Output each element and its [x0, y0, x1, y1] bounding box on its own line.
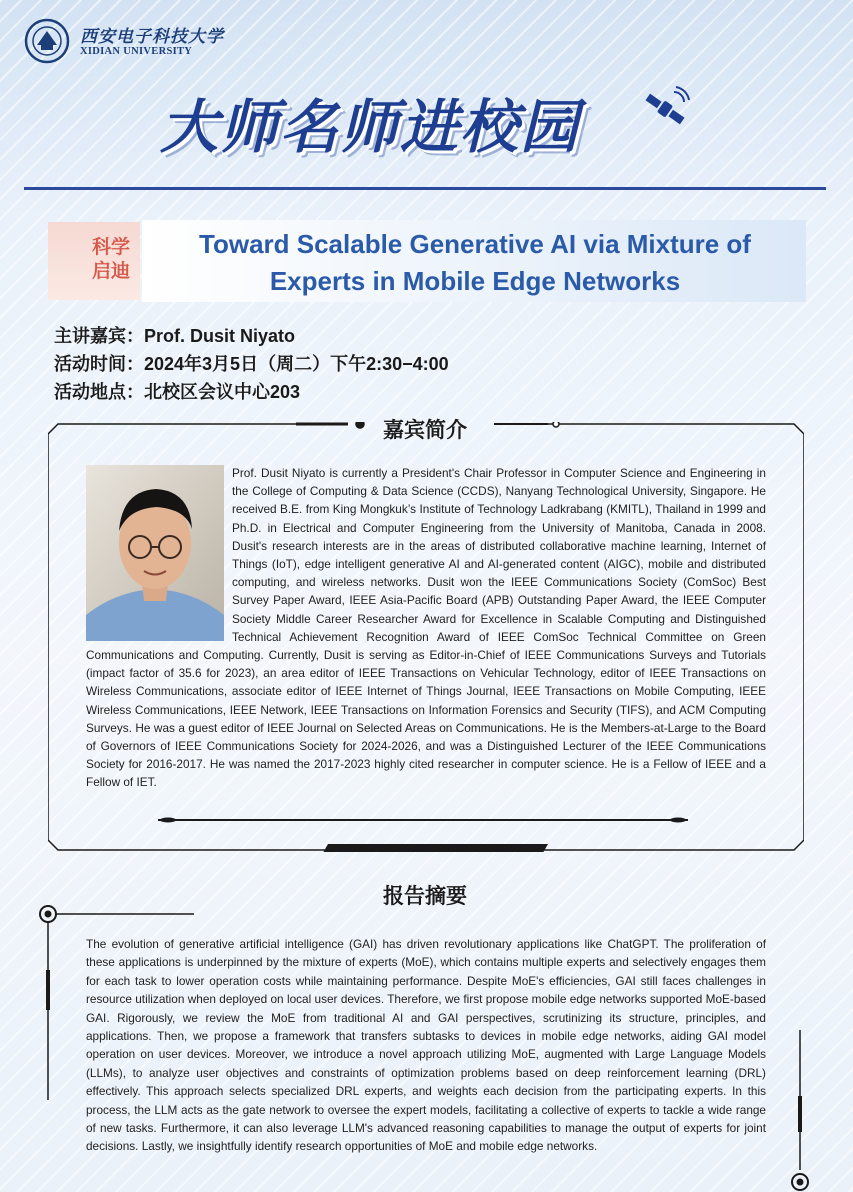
university-name-cn: 西安电子科技大学 — [80, 27, 224, 47]
abstract-paragraph: The evolution of generative artificial intelligence (GAI) has driven revolutionary applications like ChatGPT. The proliferation of these applications is underpinned by the mixture of experts (MoE), which contains multiple experts and selectively engages them for each task to lower operation costs while maintaining performance. Despite MoE's efficiencies, GAI still faces challenges in resource utilization when deployed on local user devices. Therefore, we first propose mobile edge networks supported MoE-based GAI. Rigorously, we review the MoE from traditional AI and GAI perspectives, scrutinizing its structure, principles, and applications. Then, we propose a framework that transfers subtasks to devices in mobile edge networks, aiding GAI model operation on user devices. Moreover, we introduce a novel approach utilizing MoE, augmented with Large Language Models (LLMs), to analyze user objectives and constraints of optimization problems based on deep reinforcement learning (DRL) effectively. This approach selects specialized DRL experts, and weights each decision from the participating experts. In this process, the LLM acts as the gate network to oversee the expert models, facilitating a collective of experts to tackle a wide range of new tasks. Furthermore, it can also leverage LLM's advanced reasoning capabilities to manage the output of experts for joint decisions. Lastly, we insightfully identify research opportunities of MoE and mobile edge networks. — [86, 937, 766, 1154]
abstract-heading: 报告摘要 — [383, 885, 467, 908]
university-name-en: XIDIAN UNIVERSITY — [80, 46, 193, 57]
place-line — [54, 378, 300, 404]
photo-spacer — [86, 464, 232, 644]
time-label: 活动时间： — [54, 354, 144, 374]
speaker-name: Prof. Dusit Niyato — [144, 326, 296, 346]
banner-title: 大师名师进校园 — [160, 95, 581, 160]
header-divider — [24, 187, 826, 190]
talk-title: Toward Scalable Generative AI via Mixture of Experts in Mobile Edge Networks — [199, 229, 751, 296]
event-place: 北校区会议中心203 — [144, 382, 301, 402]
university-emblem-icon — [24, 18, 70, 64]
speaker-line — [54, 322, 295, 348]
bio-heading: 嘉宾简介 — [383, 419, 467, 442]
bio-text-block — [86, 464, 766, 792]
place-label: 活动地点： — [54, 382, 144, 402]
speaker-label: 主讲嘉宾： — [54, 326, 144, 346]
event-time: 2024年3月5日（周二）下午2:30−4:00 — [144, 354, 449, 374]
bio-paragraph: Prof. Dusit Niyato is currently a President's Chair Professor in Computer Science and Engineering in the College of Computing & Data Science (CCDS), Nanyang Technological University, Singapore. He received B.E. from King Mongkuk’s Institute of Technology Ladkrabang (KMITL), Thailand in 1999 and Ph.D. in Electrical and Computer Engineering from the University of Manitoba, Canada in 2008. Dusit's research interests are in the areas of distributed collaborative machine learning, Internet of Things (IoT), edge intelligent generative AI and AI-generated content (AIGC), mobile and distributed computing, and wireless networks. Dusit won the IEEE Communications Society (ComSoc) Best Survey Paper Award, IEEE Asia-Pacific Board (APB) Outstanding Paper Award, the IEEE Computer Society Middle Career Researcher Award for Excellence in Scalable Computing and Distinguished Technical Achievement Recognition Award of IEEE ComSoc Technical Committee on Green Communications and Computing. Currently, Dusit is serving as Editor-in-Chief of IEEE Communications Surveys and Tutorials (impact factor of 35.6 for 2023), an area editor of IEEE Transactions on Vehicular Technology, editor of IEEE Transactions on Wireless Communications, associate editor of IEEE Internet of Things Journal, IEEE Transactions on Mobile Computing, IEEE Wireless Communications, IEEE Network, IEEE Transactions on Information Forensics and Security (TIFS), and ACM Computing Surveys. He was a guest editor of IEEE Journal on Selected Areas on Communications. He is the Members-at-Large to the Board of Governors of IEEE Communications Society for 2024-2026, and was a Distinguished Lecturer of the IEEE Communications Society for 2016-2017. He was named the 2017-2023 highly cited researcher in computer science. He is a Fellow of IEEE and a Fellow of IET. — [86, 466, 766, 790]
time-line — [54, 350, 449, 376]
science-enlightenment-label: 科学启迪 — [92, 237, 131, 282]
satellite-icon — [640, 84, 690, 134]
